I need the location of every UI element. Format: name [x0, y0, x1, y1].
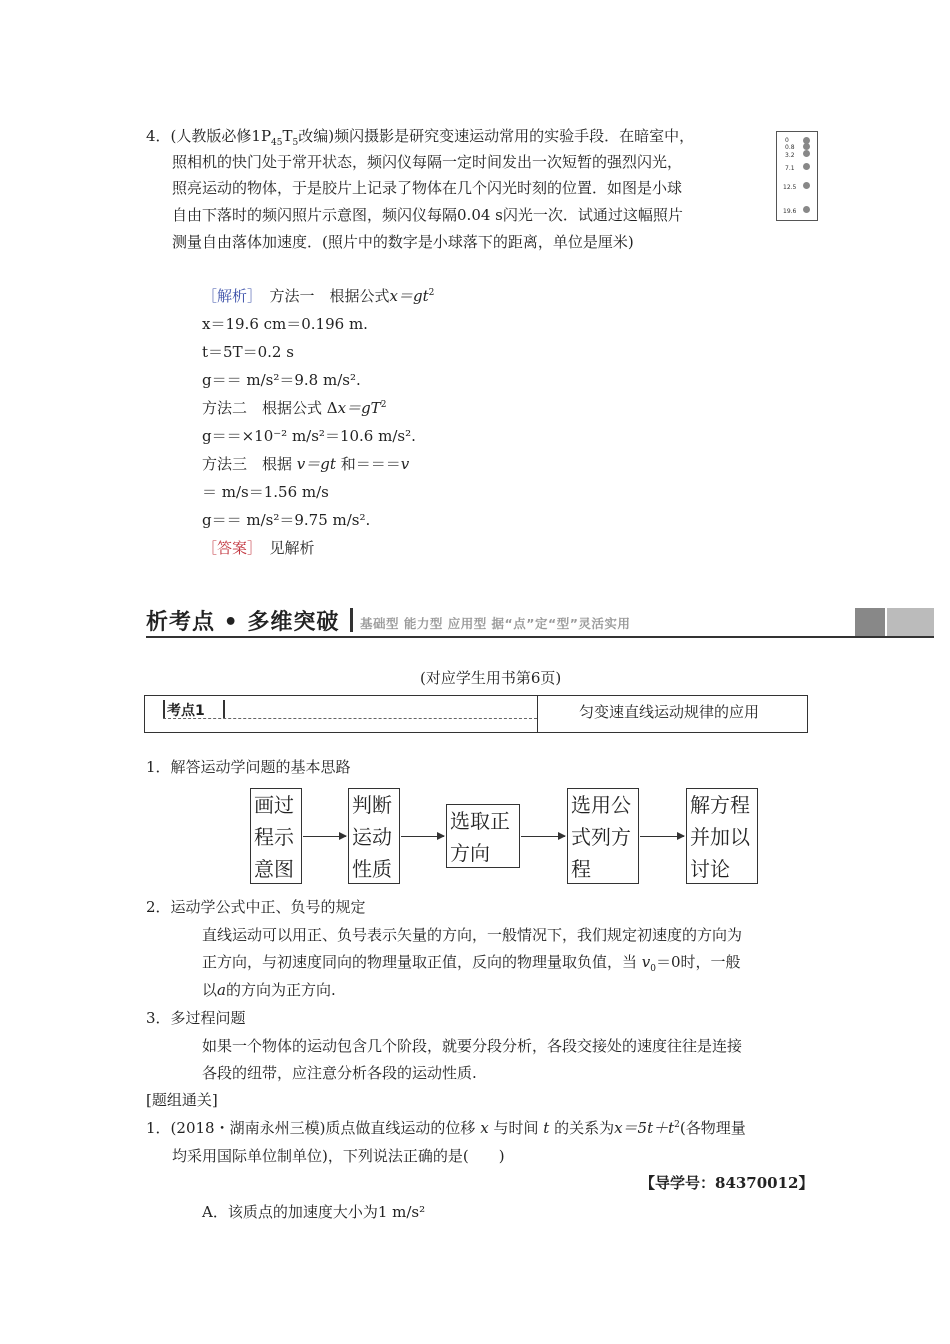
- q1-text: 的关系为: [554, 1119, 615, 1137]
- flow-step-5: [686, 788, 758, 884]
- problem4-line4: 自由下落时的频闪照片示意图，频闪仪每隔0.04 s闪光一次．试通过这幅照片: [172, 206, 683, 224]
- flow-text: 讨论: [690, 857, 730, 881]
- problem4-line5: 测量自由落体加速度．(照片中的数字是小球落下的距离，单位是厘米): [172, 233, 634, 251]
- flow-text: 意图: [254, 857, 294, 881]
- method3-title: 方法三 根据: [202, 455, 293, 473]
- method3-formula: v＝gt: [296, 455, 336, 473]
- problem4-line1: [146, 126, 694, 146]
- photo-label: 0: [785, 137, 789, 144]
- solution-line6: g＝＝×10⁻² m/s²＝10.6 m/s².: [202, 427, 416, 445]
- v0-subscript: 0: [650, 964, 657, 974]
- analysis-tag: ［解析］: [202, 287, 255, 305]
- flow-step-4: [567, 788, 639, 884]
- x-symbol: x: [480, 1119, 489, 1137]
- section-banner-subtitle: 基础型 能力型 应用型 据“点”定“型”灵活实用: [360, 616, 631, 631]
- answer-text: 见解析: [269, 539, 315, 557]
- flow-text: 程: [571, 857, 591, 881]
- ball-icon: [803, 182, 810, 189]
- guide-number: 【导学号：84370012】: [640, 1174, 814, 1192]
- flow-text: 式列方: [571, 825, 631, 849]
- kaodian-title: 匀变速直线运动规律的应用: [579, 703, 760, 721]
- problem4-source-pre: (人教版必修1P: [170, 127, 272, 145]
- kaodian-header-table: [144, 695, 808, 733]
- photo-label: 19.6: [783, 208, 797, 215]
- flow-text: 选用公: [571, 793, 631, 817]
- flow-arrow-icon: [640, 836, 684, 837]
- answer-tag: ［答案］: [202, 539, 255, 557]
- flow-text: 性质: [352, 857, 392, 881]
- flow-text: 判断: [352, 793, 392, 817]
- strobe-photo-figure: [776, 131, 818, 221]
- section2-title: 2．运动学公式中正、负号的规定: [146, 898, 366, 916]
- solution-line2: x＝19.6 cm＝0.196 m.: [202, 315, 368, 333]
- q1-text: 与时间: [493, 1119, 539, 1137]
- method2-formula: x＝gT: [337, 399, 381, 417]
- method1-formula: x＝gt: [389, 287, 429, 305]
- solution-line4: g＝＝ m/s²＝9.8 m/s².: [202, 371, 361, 389]
- t-symbol: t: [543, 1119, 550, 1137]
- method3-rest: 和＝＝＝: [340, 455, 401, 473]
- flow-arrow-icon: [401, 836, 444, 837]
- flow-text: 并加以: [690, 825, 750, 849]
- source-t: T: [282, 127, 293, 145]
- answer-line: [202, 538, 315, 558]
- v0-symbol: v: [641, 953, 651, 971]
- question1-line2: 均采用国际单位制单位)，下列说法正确的是( ): [172, 1147, 505, 1165]
- solution-line3: t＝5T＝0.2 s: [202, 343, 294, 361]
- section3-para-line2: 各段的纽带，应注意分析各段的运动性质.: [202, 1064, 477, 1082]
- problem4-line2: 照相机的快门处于常开状态，频闪仪每隔一定时间发出一次短暂的强烈闪光，: [172, 153, 683, 171]
- flow-text: 运动: [352, 825, 392, 849]
- problem4-line3: 照亮运动的物体，于是胶片上记录了物体在几个闪光时刻的位置．如图是小球: [172, 179, 683, 197]
- option-a[interactable]: A．该质点的加速度大小为1 m/s²: [202, 1203, 426, 1221]
- solution-line5: 方法二 根据公式 $\Delta x=gT^2$: [202, 399, 387, 417]
- ball-icon: [803, 163, 810, 170]
- kaodian-bar-right: [223, 700, 225, 718]
- banner-decoration-dark: [855, 608, 885, 636]
- banner-rule: [146, 636, 934, 638]
- section1-title: 1．解答运动学问题的基本思路: [146, 758, 351, 776]
- flow-text: 选取正: [450, 809, 510, 833]
- flow-text: 方向: [450, 841, 490, 865]
- problem4-number: 4．: [146, 127, 171, 145]
- photo-label: 12.5: [783, 184, 797, 191]
- flow-text: 解方程: [690, 793, 750, 817]
- group-tag: [题组通关]: [146, 1091, 218, 1109]
- section3-para-line1: 如果一个物体的运动包含几个阶段，就要分段分析，各段交接处的速度往往是连接: [202, 1037, 743, 1055]
- flow-step-3: [446, 804, 520, 868]
- q1-text: (各物理量: [679, 1119, 746, 1137]
- method3-v: v: [400, 455, 410, 473]
- section2-text: 正方向，与初速度同向的物理量取正值，反向的物理量取负值，当: [202, 953, 638, 971]
- ball-icon: [803, 150, 810, 157]
- solution-line8: ＝ m/s＝1.56 m/s: [202, 483, 329, 501]
- section2-para-line2: [202, 952, 741, 972]
- source-subscript-1: 45: [271, 138, 283, 148]
- flow-step-2: [348, 788, 400, 884]
- flow-arrow-icon: [303, 836, 346, 837]
- question1-line1: 1．(2018・湖南永州三模)质点做直线运动的位移 x 与时间 t 的关系为$x=5t+t^2$(各物理量: [146, 1119, 746, 1137]
- q1-text: 1．(2018・湖南永州三模)质点做直线运动的位移: [146, 1119, 476, 1137]
- flow-text: 程示: [254, 825, 294, 849]
- flow-arrow-icon: [521, 836, 565, 837]
- method1-title: 方法一 根据公式: [269, 287, 390, 305]
- solution-line9: g＝＝ m/s²＝9.75 m/s².: [202, 511, 371, 529]
- page-reference: (对应学生用书第6页): [420, 669, 562, 687]
- section-banner-title: 析考点 • 多维突破: [146, 610, 340, 635]
- a-symbol: a: [217, 981, 226, 999]
- flow-text: 画过: [254, 793, 294, 817]
- kaodian-label: 考点1: [167, 703, 205, 719]
- flow-step-1: [250, 788, 302, 884]
- solution-line1: ［解析］ 方法一 根据公式$x=gt^2$: [202, 287, 435, 305]
- photo-label: 3.2: [785, 152, 795, 159]
- photo-label: 0.8: [785, 144, 795, 151]
- section2-para-line1: 直线运动可以用正、负号表示矢量的方向，一般情况下，我们规定初速度的方向为: [202, 926, 743, 944]
- method2-title: 方法二 根据公式 Δ: [202, 399, 338, 417]
- section2-para-line3: [202, 980, 336, 1000]
- kaodian-dashed-line: [163, 718, 537, 719]
- kaodian-divider: [537, 696, 538, 732]
- photo-label: 7.1: [785, 165, 795, 172]
- ball-icon: [803, 143, 810, 150]
- banner-decoration-light: [887, 608, 934, 636]
- solution-line7: [202, 454, 409, 474]
- section2-text: ＝0时，一般: [656, 953, 741, 971]
- ball-icon: [803, 206, 810, 213]
- kaodian-bar-left: [163, 700, 165, 718]
- q1-formula: x＝5t＋t: [614, 1119, 675, 1137]
- banner-separator: [350, 608, 353, 632]
- section2-text: 以: [202, 981, 218, 999]
- section3-title: 3．多过程问题: [146, 1009, 246, 1027]
- source-subscript-2: 5: [292, 138, 299, 148]
- section2-text: 的方向为正方向.: [225, 981, 336, 999]
- problem4-text-1: 改编)频闪摄影是研究变速运动常用的实验手段．在暗室中，: [298, 127, 695, 145]
